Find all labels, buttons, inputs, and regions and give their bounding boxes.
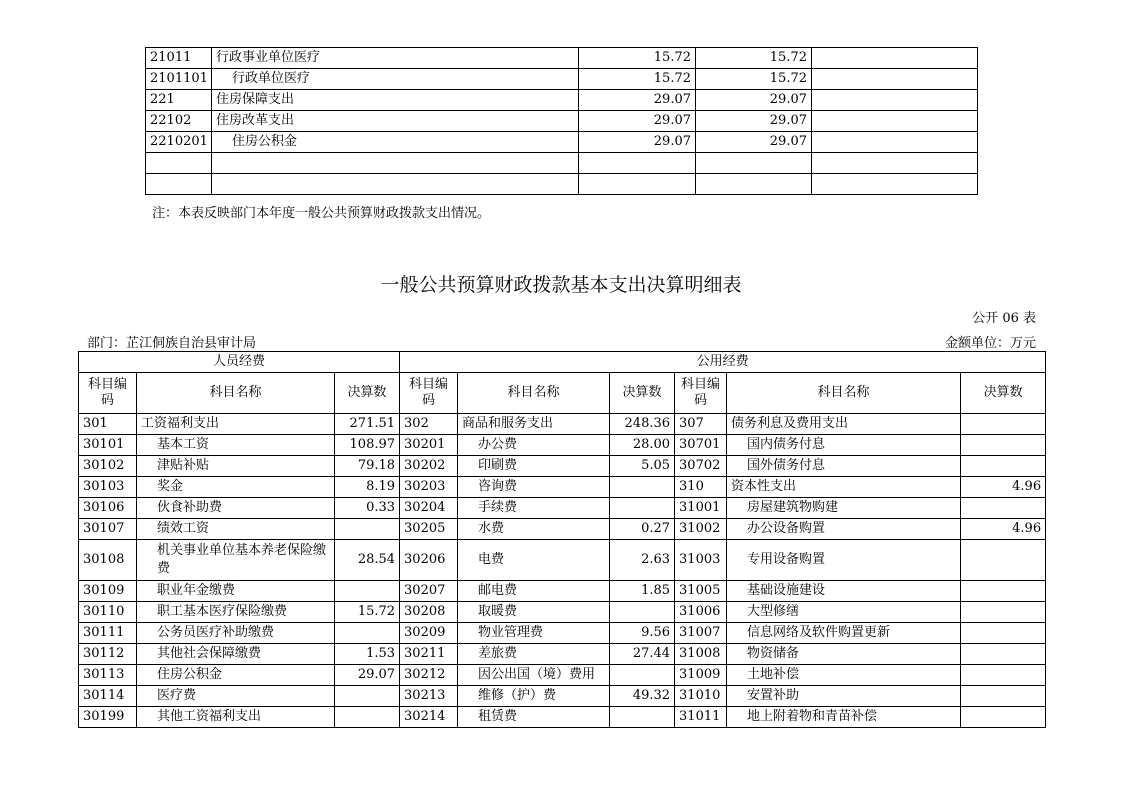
amount-project bbox=[812, 69, 978, 90]
public-amount bbox=[610, 707, 675, 728]
amount-basic: 29.07 bbox=[696, 111, 812, 132]
personnel-name: 公务员医疗补助缴费 bbox=[137, 623, 335, 644]
table-row bbox=[146, 174, 978, 195]
public-code: 30208 bbox=[400, 602, 458, 623]
public-name: 办公费 bbox=[458, 435, 610, 456]
public-code: 30201 bbox=[400, 435, 458, 456]
group-header-personnel: 人员经费 bbox=[79, 352, 400, 373]
amount-total: 15.72 bbox=[579, 69, 696, 90]
personnel-amount bbox=[335, 519, 400, 540]
public-name: 手续费 bbox=[458, 498, 610, 519]
subject-code: 22102 bbox=[146, 111, 212, 132]
personnel-code: 30111 bbox=[79, 623, 137, 644]
amount-project bbox=[812, 111, 978, 132]
public-amount: 0.27 bbox=[610, 519, 675, 540]
budget-expense-table bbox=[145, 47, 978, 195]
table-row bbox=[79, 581, 1046, 602]
personnel-name: 职业年金缴费 bbox=[137, 581, 335, 602]
personnel-name: 医疗费 bbox=[137, 686, 335, 707]
public-name: 土地补偿 bbox=[727, 665, 961, 686]
subject-name bbox=[212, 174, 579, 195]
public-code: 307 bbox=[675, 414, 727, 435]
public-name: 国外债务付息 bbox=[727, 456, 961, 477]
column-header-name: 科目名称 bbox=[727, 373, 961, 414]
personnel-code: 30110 bbox=[79, 602, 137, 623]
public-name: 安置补助 bbox=[727, 686, 961, 707]
public-amount bbox=[961, 456, 1046, 477]
public-code: 31011 bbox=[675, 707, 727, 728]
public-name: 商品和服务支出 bbox=[458, 414, 610, 435]
table-row bbox=[79, 686, 1046, 707]
public-code: 30214 bbox=[400, 707, 458, 728]
public-amount bbox=[961, 498, 1046, 519]
table-note: 注：本表反映部门本年度一般公共预算财政拨款支出情况。 bbox=[152, 206, 491, 221]
personnel-code: 30106 bbox=[79, 498, 137, 519]
table-row bbox=[79, 456, 1046, 477]
public-name: 维修（护）费 bbox=[458, 686, 610, 707]
public-code: 30203 bbox=[400, 477, 458, 498]
personnel-amount: 0.33 bbox=[335, 498, 400, 519]
amount-total: 29.07 bbox=[579, 111, 696, 132]
personnel-amount: 15.72 bbox=[335, 602, 400, 623]
personnel-amount: 108.97 bbox=[335, 435, 400, 456]
personnel-amount: 271.51 bbox=[335, 414, 400, 435]
public-name: 地上附着物和青苗补偿 bbox=[727, 707, 961, 728]
personnel-name: 机关事业单位基本养老保险缴费 bbox=[137, 540, 335, 581]
subject-code: 2210201 bbox=[146, 132, 212, 153]
amount-project bbox=[812, 132, 978, 153]
personnel-name: 基本工资 bbox=[137, 435, 335, 456]
public-code: 31001 bbox=[675, 498, 727, 519]
public-name: 物资储备 bbox=[727, 644, 961, 665]
table-row bbox=[146, 153, 978, 174]
personnel-code: 30109 bbox=[79, 581, 137, 602]
public-amount: 5.05 bbox=[610, 456, 675, 477]
public-name: 因公出国（境）费用 bbox=[458, 665, 610, 686]
subject-code bbox=[146, 153, 212, 174]
amount-total: 29.07 bbox=[579, 132, 696, 153]
personnel-name: 绩效工资 bbox=[137, 519, 335, 540]
column-header-amount: 决算数 bbox=[335, 373, 400, 414]
public-amount: 1.85 bbox=[610, 581, 675, 602]
public-name: 邮电费 bbox=[458, 581, 610, 602]
amount-total: 15.72 bbox=[579, 48, 696, 69]
table-row bbox=[79, 498, 1046, 519]
personnel-code: 30103 bbox=[79, 477, 137, 498]
personnel-amount: 29.07 bbox=[335, 665, 400, 686]
subject-name: 住房保障支出 bbox=[212, 90, 579, 111]
column-header-amount: 决算数 bbox=[610, 373, 675, 414]
table-row bbox=[79, 665, 1046, 686]
personnel-code: 30102 bbox=[79, 456, 137, 477]
public-code: 31005 bbox=[675, 581, 727, 602]
personnel-name: 工资福利支出 bbox=[137, 414, 335, 435]
public-name: 办公设备购置 bbox=[727, 519, 961, 540]
public-amount bbox=[961, 665, 1046, 686]
public-amount bbox=[961, 414, 1046, 435]
public-amount bbox=[961, 602, 1046, 623]
column-header-name: 科目名称 bbox=[137, 373, 335, 414]
public-amount bbox=[961, 540, 1046, 581]
public-name: 基础设施建设 bbox=[727, 581, 961, 602]
public-code: 30211 bbox=[400, 644, 458, 665]
personnel-name: 其他工资福利支出 bbox=[137, 707, 335, 728]
public-name: 取暖费 bbox=[458, 602, 610, 623]
amount-basic: 29.07 bbox=[696, 90, 812, 111]
table-row bbox=[79, 477, 1046, 498]
public-name: 印刷费 bbox=[458, 456, 610, 477]
public-code: 31006 bbox=[675, 602, 727, 623]
table-row bbox=[146, 111, 978, 132]
subject-code bbox=[146, 174, 212, 195]
personnel-amount: 1.53 bbox=[335, 644, 400, 665]
public-amount bbox=[961, 644, 1046, 665]
personnel-code: 30107 bbox=[79, 519, 137, 540]
basic-expense-detail-table bbox=[78, 351, 1046, 728]
subject-name: 住房改革支出 bbox=[212, 111, 579, 132]
public-code: 30202 bbox=[400, 456, 458, 477]
amount-basic bbox=[696, 153, 812, 174]
personnel-code: 30114 bbox=[79, 686, 137, 707]
subject-name: 行政单位医疗 bbox=[212, 69, 579, 90]
public-code: 30701 bbox=[675, 435, 727, 456]
table-row bbox=[79, 435, 1046, 456]
public-amount bbox=[610, 602, 675, 623]
public-amount bbox=[961, 581, 1046, 602]
public-code: 30213 bbox=[400, 686, 458, 707]
public-name: 租赁费 bbox=[458, 707, 610, 728]
table-row bbox=[79, 707, 1046, 728]
table-row bbox=[79, 602, 1046, 623]
table-row bbox=[146, 132, 978, 153]
public-code: 30207 bbox=[400, 581, 458, 602]
public-code: 31008 bbox=[675, 644, 727, 665]
public-name: 物业管理费 bbox=[458, 623, 610, 644]
public-name: 大型修缮 bbox=[727, 602, 961, 623]
table-row bbox=[146, 90, 978, 111]
public-name: 电费 bbox=[458, 540, 610, 581]
personnel-name: 奖金 bbox=[137, 477, 335, 498]
amount-project bbox=[812, 90, 978, 111]
public-amount bbox=[961, 686, 1046, 707]
public-code: 30204 bbox=[400, 498, 458, 519]
public-code: 31009 bbox=[675, 665, 727, 686]
personnel-code: 30101 bbox=[79, 435, 137, 456]
personnel-code: 301 bbox=[79, 414, 137, 435]
table-row bbox=[146, 69, 978, 90]
public-code: 30702 bbox=[675, 456, 727, 477]
public-code: 302 bbox=[400, 414, 458, 435]
column-header-code: 科目编码 bbox=[79, 373, 137, 414]
public-name: 咨询费 bbox=[458, 477, 610, 498]
column-header-code: 科目编码 bbox=[400, 373, 458, 414]
personnel-amount: 79.18 bbox=[335, 456, 400, 477]
amount-basic bbox=[696, 174, 812, 195]
subject-name: 行政事业单位医疗 bbox=[212, 48, 579, 69]
public-amount bbox=[961, 707, 1046, 728]
subject-name bbox=[212, 153, 579, 174]
subject-code: 221 bbox=[146, 90, 212, 111]
personnel-amount bbox=[335, 623, 400, 644]
amount-project bbox=[812, 48, 978, 69]
public-code: 31003 bbox=[675, 540, 727, 581]
personnel-name: 住房公积金 bbox=[137, 665, 335, 686]
public-name: 资本性支出 bbox=[727, 477, 961, 498]
public-code: 310 bbox=[675, 477, 727, 498]
table-row bbox=[79, 644, 1046, 665]
department-label: 部门：芷江侗族自治县审计局 bbox=[87, 336, 257, 351]
subject-code: 2101101 bbox=[146, 69, 212, 90]
amount-project bbox=[812, 153, 978, 174]
subject-name: 住房公积金 bbox=[212, 132, 579, 153]
amount-total bbox=[579, 174, 696, 195]
personnel-code: 30108 bbox=[79, 540, 137, 581]
public-amount bbox=[610, 665, 675, 686]
public-name: 水费 bbox=[458, 519, 610, 540]
personnel-amount bbox=[335, 581, 400, 602]
amount-basic: 15.72 bbox=[696, 48, 812, 69]
public-name: 债务利息及费用支出 bbox=[727, 414, 961, 435]
table-row bbox=[79, 519, 1046, 540]
public-amount bbox=[610, 477, 675, 498]
public-amount bbox=[610, 498, 675, 519]
amount-project bbox=[812, 174, 978, 195]
page-title: 一般公共预算财政拨款基本支出决算明细表 bbox=[380, 274, 742, 296]
public-amount: 9.56 bbox=[610, 623, 675, 644]
public-amount: 27.44 bbox=[610, 644, 675, 665]
personnel-amount: 28.54 bbox=[335, 540, 400, 581]
personnel-code: 30112 bbox=[79, 644, 137, 665]
amount-basic: 15.72 bbox=[696, 69, 812, 90]
public-name: 专用设备购置 bbox=[727, 540, 961, 581]
personnel-code: 30199 bbox=[79, 707, 137, 728]
personnel-name: 其他社会保障缴费 bbox=[137, 644, 335, 665]
amount-total bbox=[579, 153, 696, 174]
column-header-name: 科目名称 bbox=[458, 373, 610, 414]
public-name: 国内债务付息 bbox=[727, 435, 961, 456]
public-code: 30209 bbox=[400, 623, 458, 644]
table-row bbox=[79, 623, 1046, 644]
public-code: 31010 bbox=[675, 686, 727, 707]
column-header-code: 科目编码 bbox=[675, 373, 727, 414]
public-code: 30206 bbox=[400, 540, 458, 581]
personnel-code: 30113 bbox=[79, 665, 137, 686]
personnel-name: 伙食补助费 bbox=[137, 498, 335, 519]
public-amount bbox=[961, 435, 1046, 456]
public-amount bbox=[961, 623, 1046, 644]
public-code: 31002 bbox=[675, 519, 727, 540]
column-header-amount: 决算数 bbox=[961, 373, 1046, 414]
subject-code: 21011 bbox=[146, 48, 212, 69]
personnel-name: 职工基本医疗保险缴费 bbox=[137, 602, 335, 623]
amount-unit-label: 金额单位：万元 bbox=[944, 336, 1036, 351]
table-row bbox=[79, 414, 1046, 435]
public-name: 信息网络及软件购置更新 bbox=[727, 623, 961, 644]
public-code: 30205 bbox=[400, 519, 458, 540]
group-header-public: 公用经费 bbox=[400, 352, 1046, 373]
amount-total: 29.07 bbox=[579, 90, 696, 111]
table-row bbox=[146, 48, 978, 69]
public-name: 房屋建筑物购建 bbox=[727, 498, 961, 519]
amount-basic: 29.07 bbox=[696, 132, 812, 153]
public-code: 30212 bbox=[400, 665, 458, 686]
public-amount: 4.96 bbox=[961, 519, 1046, 540]
personnel-amount bbox=[335, 707, 400, 728]
public-amount: 28.00 bbox=[610, 435, 675, 456]
personnel-amount bbox=[335, 686, 400, 707]
public-amount: 49.32 bbox=[610, 686, 675, 707]
table-row bbox=[79, 540, 1046, 581]
public-code: 31007 bbox=[675, 623, 727, 644]
public-amount: 248.36 bbox=[610, 414, 675, 435]
form-number: 公开 06 表 bbox=[972, 311, 1036, 326]
public-amount: 4.96 bbox=[961, 477, 1046, 498]
public-amount: 2.63 bbox=[610, 540, 675, 581]
public-name: 差旅费 bbox=[458, 644, 610, 665]
personnel-name: 津贴补贴 bbox=[137, 456, 335, 477]
personnel-amount: 8.19 bbox=[335, 477, 400, 498]
